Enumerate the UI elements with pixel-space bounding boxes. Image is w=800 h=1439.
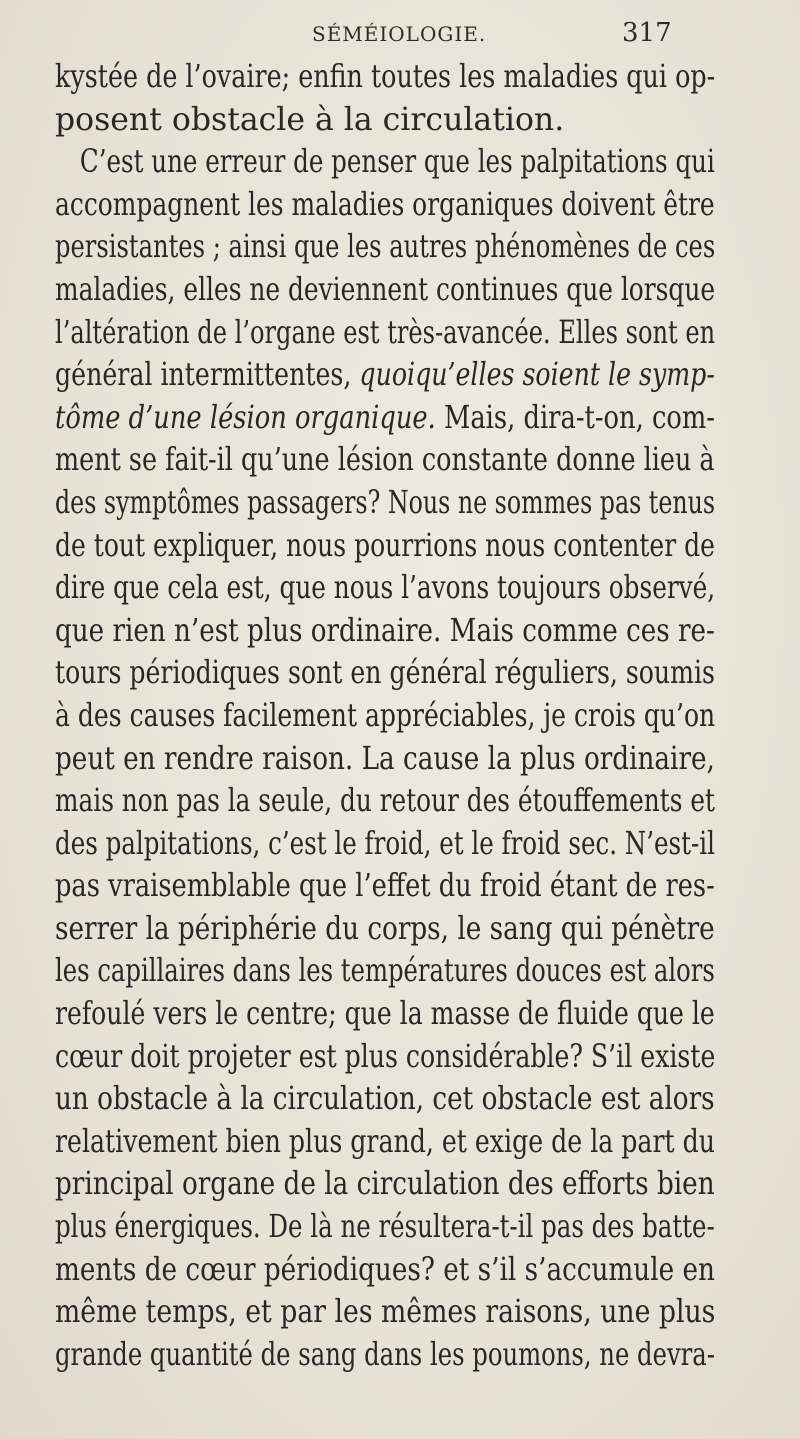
text-line: grande quantité de sang dans les poumons, ne devra- [55, 1336, 715, 1373]
text-line: des palpitations, c’est le froid, et le froid sec. N’est-il [55, 825, 715, 862]
text-segment: Mais, dira-t-on, com- [435, 399, 715, 436]
text-segment: général intermittentes, [55, 357, 360, 394]
text-line [55, 397, 715, 440]
italic-text-segment: quoiqu’elles soient le symp- [359, 357, 715, 394]
text-line: même temps, et par les mêmes raisons, une plus [55, 1294, 716, 1331]
page-header [0, 14, 800, 54]
text-line: l’altération de l’organe est très-avancée. Elles sont en [55, 314, 716, 351]
text-line: persistantes ; ainsi que les autres phénomènes de ces [55, 229, 716, 266]
text-line: les capillaires dans les températures douces est alors [55, 953, 715, 990]
text-line: pas vraisemblable que l’effet du froid étant de res- [55, 868, 715, 905]
text-line: des symptômes passagers? Nous ne sommes pas tenus [55, 484, 716, 521]
text-line: tours périodiques sont en général réguliers, soumis [55, 655, 715, 692]
text-line: plus énergiques. De là ne résultera-t-il pas des batte- [55, 1209, 715, 1246]
text-line: principal organe de la circulation des efforts bien [55, 1166, 715, 1203]
text-line: C’est une erreur de penser que les palpitations qui [79, 144, 715, 181]
text-line: relativement bien plus grand, et exige de la part du [55, 1123, 715, 1160]
text-line: à des causes facilement appréciables, je crois qu’on [55, 697, 716, 734]
text-line: kystée de l’ovaire; enfin toutes les maladies qui op- [55, 59, 716, 95]
text-line: posent obstacle à la circulation. [55, 101, 565, 138]
text-line: cœur doit projeter est plus considérable? S’il existe [55, 1038, 716, 1075]
text-line: accompagnent les maladies organiques doivent être [55, 186, 715, 223]
text-line: mais non pas la seule, du retour des étouffements et [55, 783, 715, 820]
text-line: peut en rendre raison. La cause la plus ordinaire, [55, 740, 715, 777]
text-line: dire que cela est, que nous l’avons toujours observé, [55, 570, 716, 607]
italic-text-segment: tôme d’une lésion organique. [55, 399, 436, 436]
text-line: serrer la périphérie du corps, le sang qui pénètre [55, 910, 715, 947]
text-line: refoulé vers le centre; que la masse de fluide que le [55, 996, 715, 1033]
text-line: ments de cœur périodiques? et s’il s’accumule en [55, 1251, 715, 1288]
text-line: un obstacle à la circulation, cet obstacle est alors [55, 1081, 715, 1118]
text-line: que rien n’est plus ordinaire. Mais comme ces re- [55, 612, 715, 649]
body-text [55, 56, 715, 1376]
text-line: de tout expliquer, nous pourrions nous contenter de [55, 527, 715, 564]
text-line [55, 354, 715, 397]
page-number: 317 [622, 18, 672, 48]
text-line: ment se fait-il qu’une lésion constante donne lieu à [55, 442, 715, 479]
text-line: maladies, elles ne deviennent continues que lorsque [55, 271, 716, 308]
running-head: SÉMÉIOLOGIE. [312, 22, 487, 46]
